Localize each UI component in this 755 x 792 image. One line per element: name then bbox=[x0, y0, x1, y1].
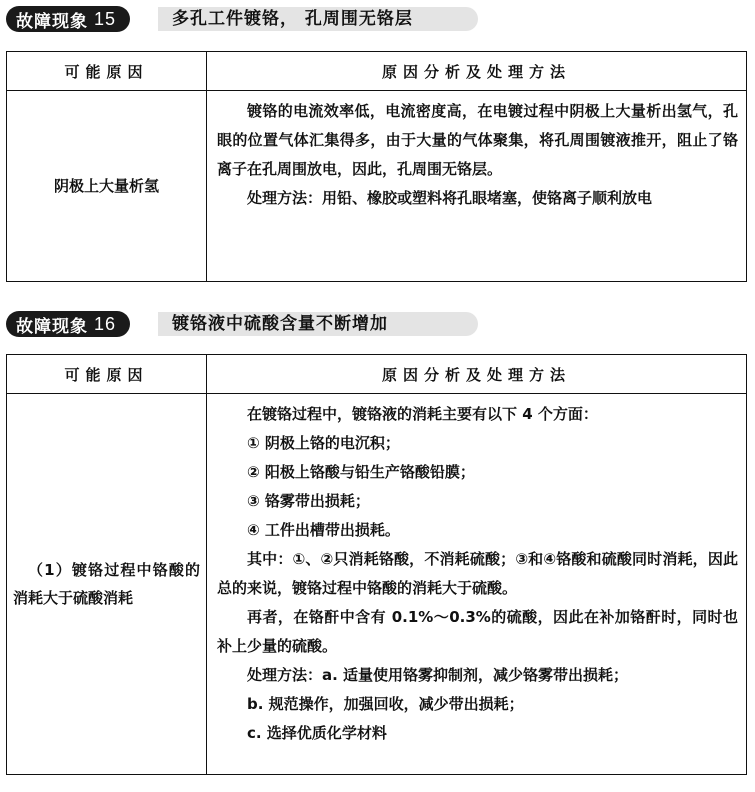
fault-15-header-analysis: 原因分析及处理方法 bbox=[207, 52, 747, 91]
fault-15-number: 15 bbox=[94, 8, 117, 29]
fault-15-label-text: 故障现象 bbox=[16, 11, 88, 32]
table-row bbox=[7, 394, 747, 775]
fault-16-label-badge bbox=[6, 311, 130, 337]
fault-16-header-analysis: 原因分析及处理方法 bbox=[207, 355, 747, 394]
fault-16-para-1: 其中：①、②只消耗铬酸，不消耗硫酸；③和④铬酸和硫酸同时消耗，因此总的来说，镀铬过程中铬酸的消耗大于硫酸。 bbox=[217, 550, 738, 597]
fault-16-method-a: a. 适量使用铬雾抑制剂，减少铬雾带出损耗； bbox=[322, 666, 629, 684]
list-item: ④ 工件出槽带出损耗。 bbox=[247, 521, 400, 539]
fault-16-title: 镀铬液中硫酸含量不断增加 bbox=[172, 314, 388, 334]
fault-15-table-header-row bbox=[7, 52, 747, 91]
fault-16-intro: 在镀铬过程中，镀铬液的消耗主要有以下 4 个方面： bbox=[247, 405, 598, 423]
fault-16-table-header-row bbox=[7, 355, 747, 394]
list-item: ② 阳极上铬酸与铅生产铬酸铅膜； bbox=[247, 463, 475, 481]
fault-16-cause-text: （1）镀铬过程中铬酸的消耗大于硫酸消耗 bbox=[13, 561, 200, 607]
fault-15-analysis-cell bbox=[207, 91, 747, 282]
fault-16-cause-cell bbox=[7, 394, 207, 775]
fault-16-number: 16 bbox=[94, 313, 117, 334]
fault-15-table bbox=[6, 51, 747, 282]
fault-15-method-label: 处理方法： bbox=[247, 189, 323, 207]
fault-16-method-label: 处理方法： bbox=[247, 666, 323, 684]
fault-16-label-text: 故障现象 bbox=[16, 316, 88, 337]
fault-15-header-cause: 可能原因 bbox=[7, 52, 207, 91]
fault-15-method bbox=[217, 184, 738, 213]
fault-16-header bbox=[0, 309, 755, 339]
fault-16-table bbox=[6, 354, 747, 775]
fault-15-cause-text: 阴极上大量析氢 bbox=[53, 177, 159, 195]
fault-15-header bbox=[0, 4, 755, 34]
fault-15-cause-cell bbox=[7, 91, 207, 282]
fault-16-analysis-cell bbox=[207, 394, 747, 775]
fault-15-section bbox=[0, 4, 755, 34]
fault-16-method-c: c. 选择优质化学材料 bbox=[247, 724, 387, 742]
fault-16-method bbox=[217, 661, 738, 690]
list-item: ① 阴极上铬的电沉积； bbox=[247, 434, 400, 452]
table-row bbox=[7, 91, 747, 282]
list-item: ③ 铬雾带出损耗； bbox=[247, 492, 370, 510]
fault-16-header-cause: 可能原因 bbox=[7, 355, 207, 394]
fault-15-label-badge bbox=[6, 6, 130, 32]
fault-15-title: 多孔工件镀铬， 孔周围无铬层 bbox=[172, 9, 413, 29]
fault-16-para-2: 再者，在铬酐中含有 0.1%～0.3%的硫酸，因此在补加铬酐时，同时也补上少量的硫酸。 bbox=[217, 608, 738, 655]
fault-15-analysis-text: 镀铬的电流效率低，电流密度高，在电镀过程中阴极上大量析出氢气，孔眼的位置气体汇集得多，由于大量的气体聚集，将孔周围镀液推开，阻止了铬离子在孔周围放电，因此，孔周围无铬层。 bbox=[217, 102, 738, 178]
fault-16-method-b: b. 规范操作，加强回收，减少带出损耗； bbox=[247, 695, 524, 713]
fault-16-section bbox=[0, 309, 755, 339]
fault-15-method-text: 用铅、橡胶或塑料将孔眼堵塞，使铬离子顺利放电 bbox=[322, 189, 653, 207]
